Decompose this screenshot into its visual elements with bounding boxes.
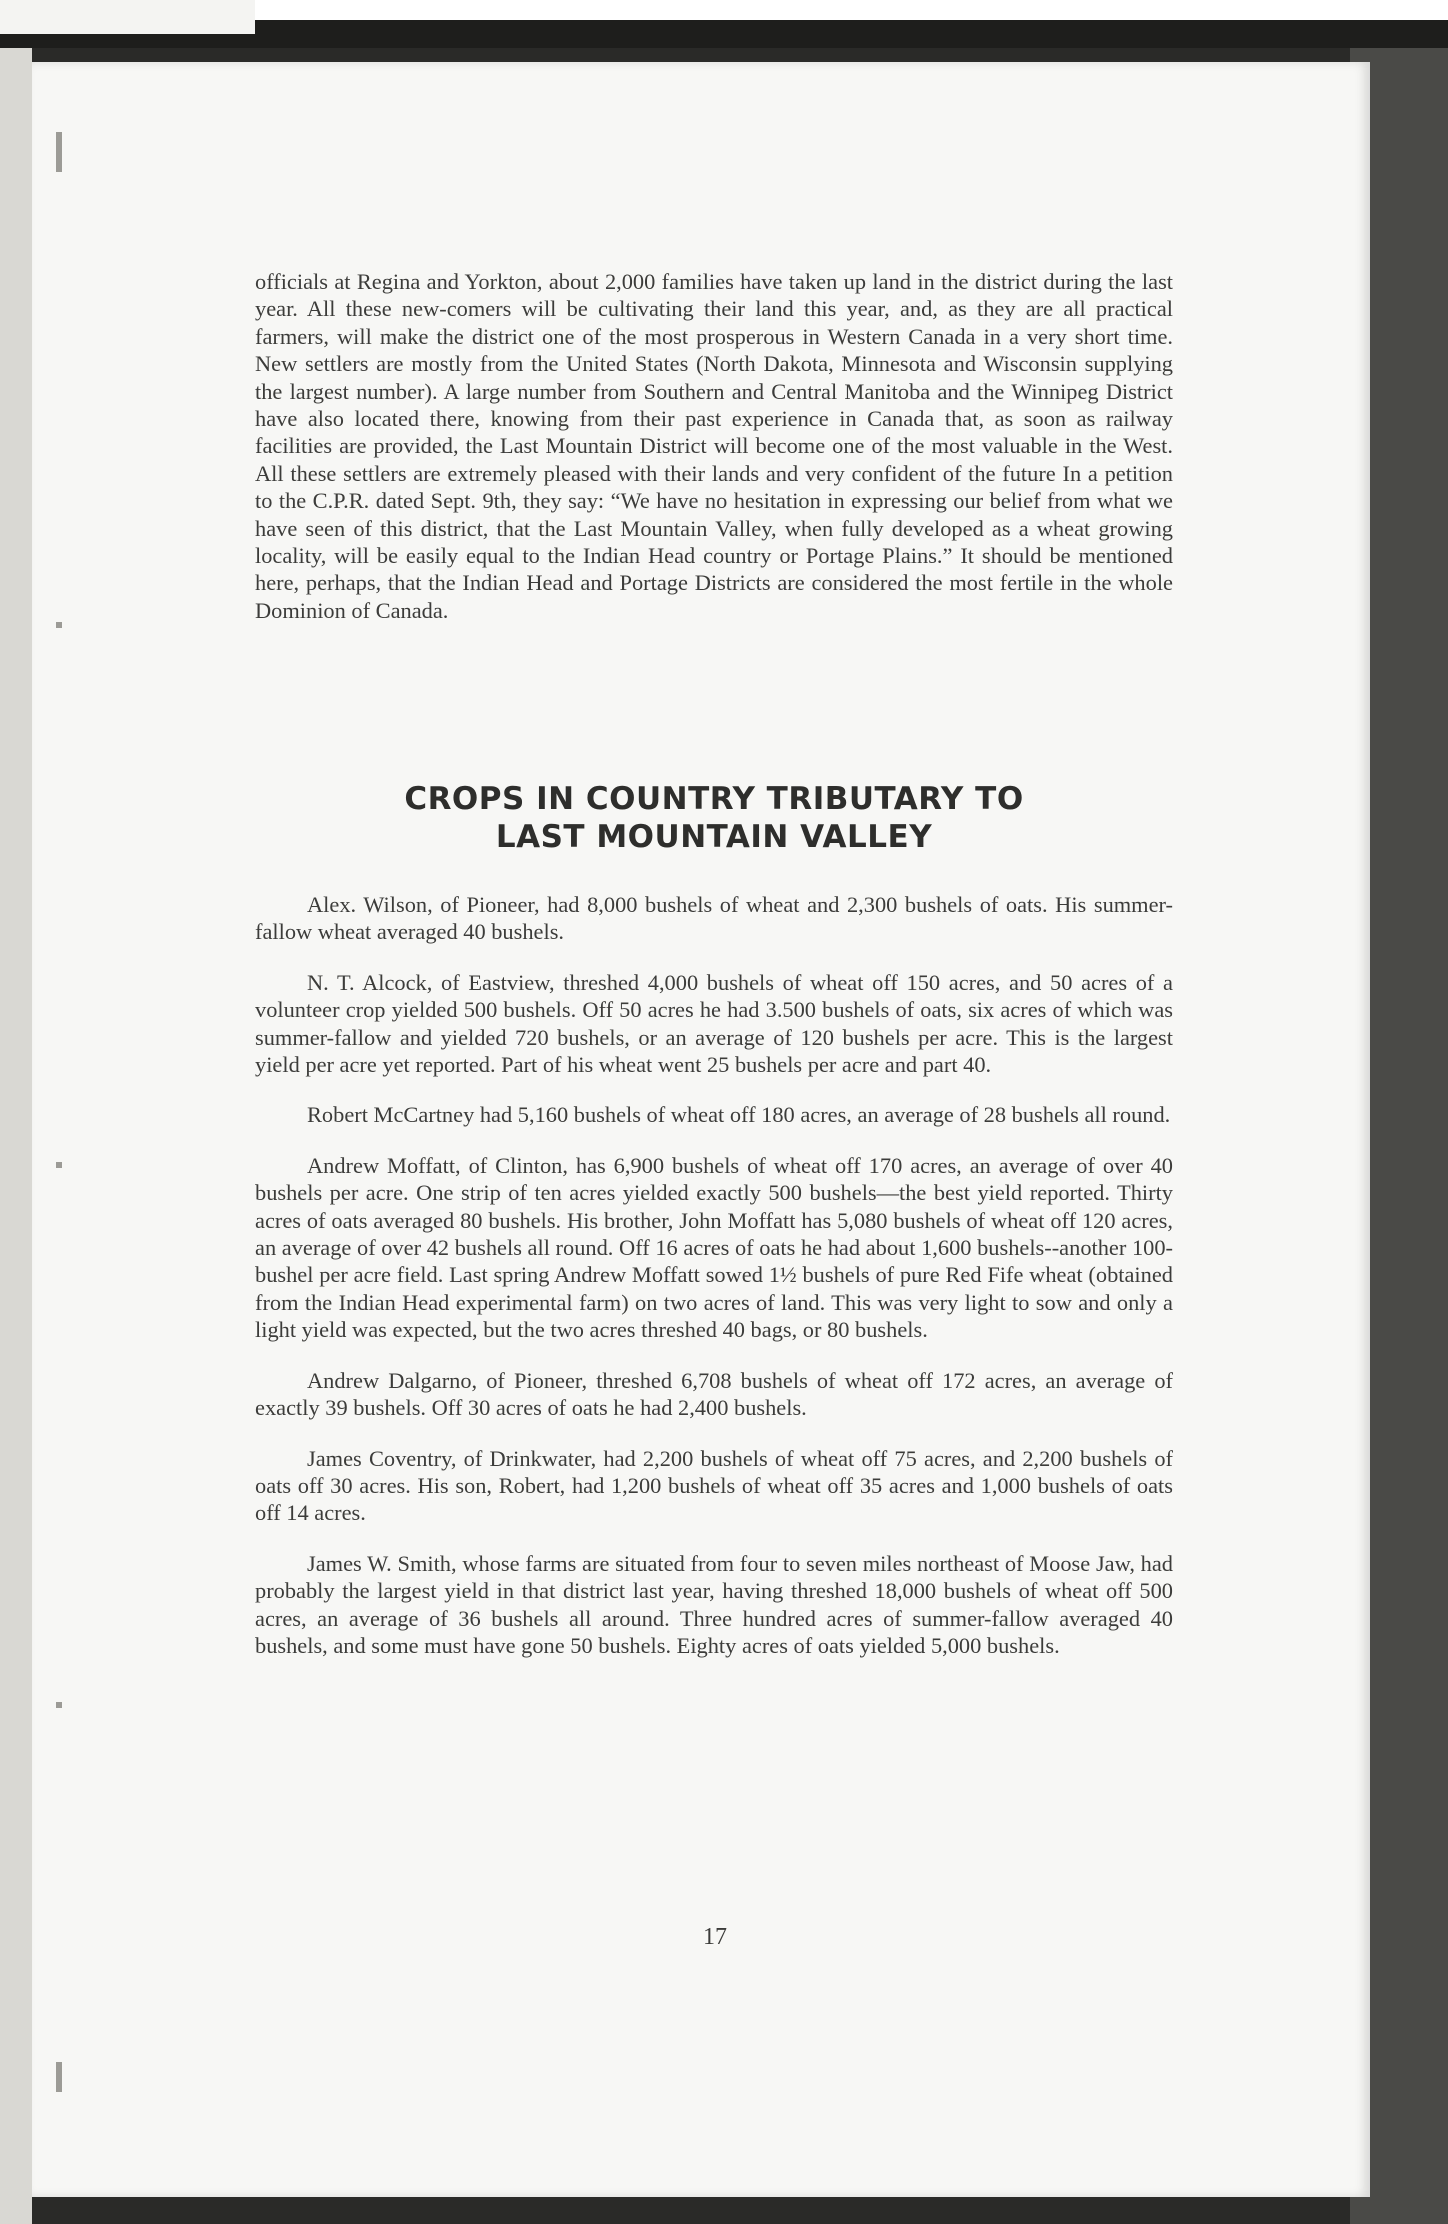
crop-reports-list [255, 891, 1173, 1682]
crop-report-paragraph: Andrew Dalgarno, of Pioneer, threshed 6,708 bushels of wheat off 172 acres, an average of exactly 39 bushels. Off 30 acres of oats he had 2,400 bushels. [255, 1367, 1173, 1421]
crop-report-paragraph: Andrew Moffatt, of Clinton, has 6,900 bushels of wheat off 170 acres, an average of over 40 bushels per acre. One strip of ten acres yielded exactly 500 bushels—the best yield reported. Thirty acres of oats averaged 80 bushels. His brother, John Moffatt has 5,080 bushels of wheat off 120 acres, an average of over 42 bushels all round. Off 16 acres of oats he had about 1,600 bushels--another 100-bushel per acre field. Last spring Andrew Moffatt sowed 1½ bushels of pure Red Fife wheat (obtained from the Indian Head experimental farm) on two acres of land. This was very light to sow and only a light yield was expected, but the two acres threshed 40 bags, or 80 bushels. [255, 1152, 1173, 1343]
crop-report-paragraph: Alex. Wilson, of Pioneer, had 8,000 bushels of wheat and 2,300 bushels of oats. His summer-fallow wheat averaged 40 bushels. [255, 892, 1173, 945]
binding-mark [56, 622, 62, 628]
scan-top-light-area [0, 0, 255, 34]
page-number: 17 [703, 1924, 727, 1950]
binding-mark [56, 1702, 62, 1708]
binding-mark [56, 1162, 62, 1168]
crop-report-paragraph: James Coventry, of Drinkwater, had 2,200 bushels of wheat off 75 acres, and 2,200 bushels of oats off 30 acres. His son, Robert, had 1,200 bushels of wheat off 35 acres and 1,000 bushels of oats off 14 acres. [255, 1445, 1173, 1526]
binding-mark [56, 132, 62, 172]
book-left-edge [0, 0, 32, 2224]
section-heading [255, 780, 1173, 856]
section-heading-line-1: CROPS IN COUNTRY TRIBUTARY TO [404, 781, 1024, 817]
crop-report-paragraph: James W. Smith, whose farms are situated from four to seven miles northeast of Moose Jaw, had probably the largest yield in that district last year, having threshed 18,000 bushels of wheat off 500 acres, an average of 36 bushels all around. Three hundred acres of summer-fallow averaged 40 bushels, and some must have gone 50 bushels. Eighty acres of oats yielded 5,000 bushels. [255, 1550, 1173, 1658]
intro-paragraph: officials at Regina and Yorkton, about 2,000 families have taken up land in the district during the last year. All these new-comers will be cultivating their land this year, and, as they are all practical farmers, will make the district one of the most prosperous in Western Canada in a very short time. New settlers are mostly from the United States (North Dakota, Minnesota and Wisconsin supplying the largest number). A large number from Southern and Central Manitoba and the Winnipeg District have also located there, knowing from their past experience in Canada that, as soon as railway facilities are provided, the Last Mountain District will become one of the most valuable in the West. All these settlers are extremely pleased with their lands and very confident of the future In a petition to the C.P.R. dated Sept. 9th, they say: “We have no hesitation in expressing our belief from what we have seen of this district, that the Last Mountain Valley, when fully developed as a wheat growing locality, will be easily equal to the Indian Head country or Portage Plains.” It should be mentioned here, perhaps, that the Indian Head and Portage Districts are considered the most fertile in the whole Dominion of Canada. [255, 269, 1173, 623]
crop-report-paragraph: Robert McCartney had 5,160 bushels of wheat off 180 acres, an average of 28 bushels all round. [307, 1102, 1171, 1128]
intro-paragraph-block [255, 268, 1173, 624]
crop-report-paragraph: N. T. Alcock, of Eastview, threshed 4,000 bushels of wheat off 150 acres, and 50 acres of a volunteer crop yielded 500 bushels. Off 50 acres he had 3.500 bushels of oats, six acres of which was summer-fallow and yielded 720 bushels, or an average of 120 bushels per acre. This is the largest yield per acre yet reported. Part of his wheat went 25 bushels per acre and part 40. [255, 969, 1173, 1078]
binding-mark [56, 2062, 62, 2092]
section-heading-line-2: LAST MOUNTAIN VALLEY [495, 819, 933, 855]
